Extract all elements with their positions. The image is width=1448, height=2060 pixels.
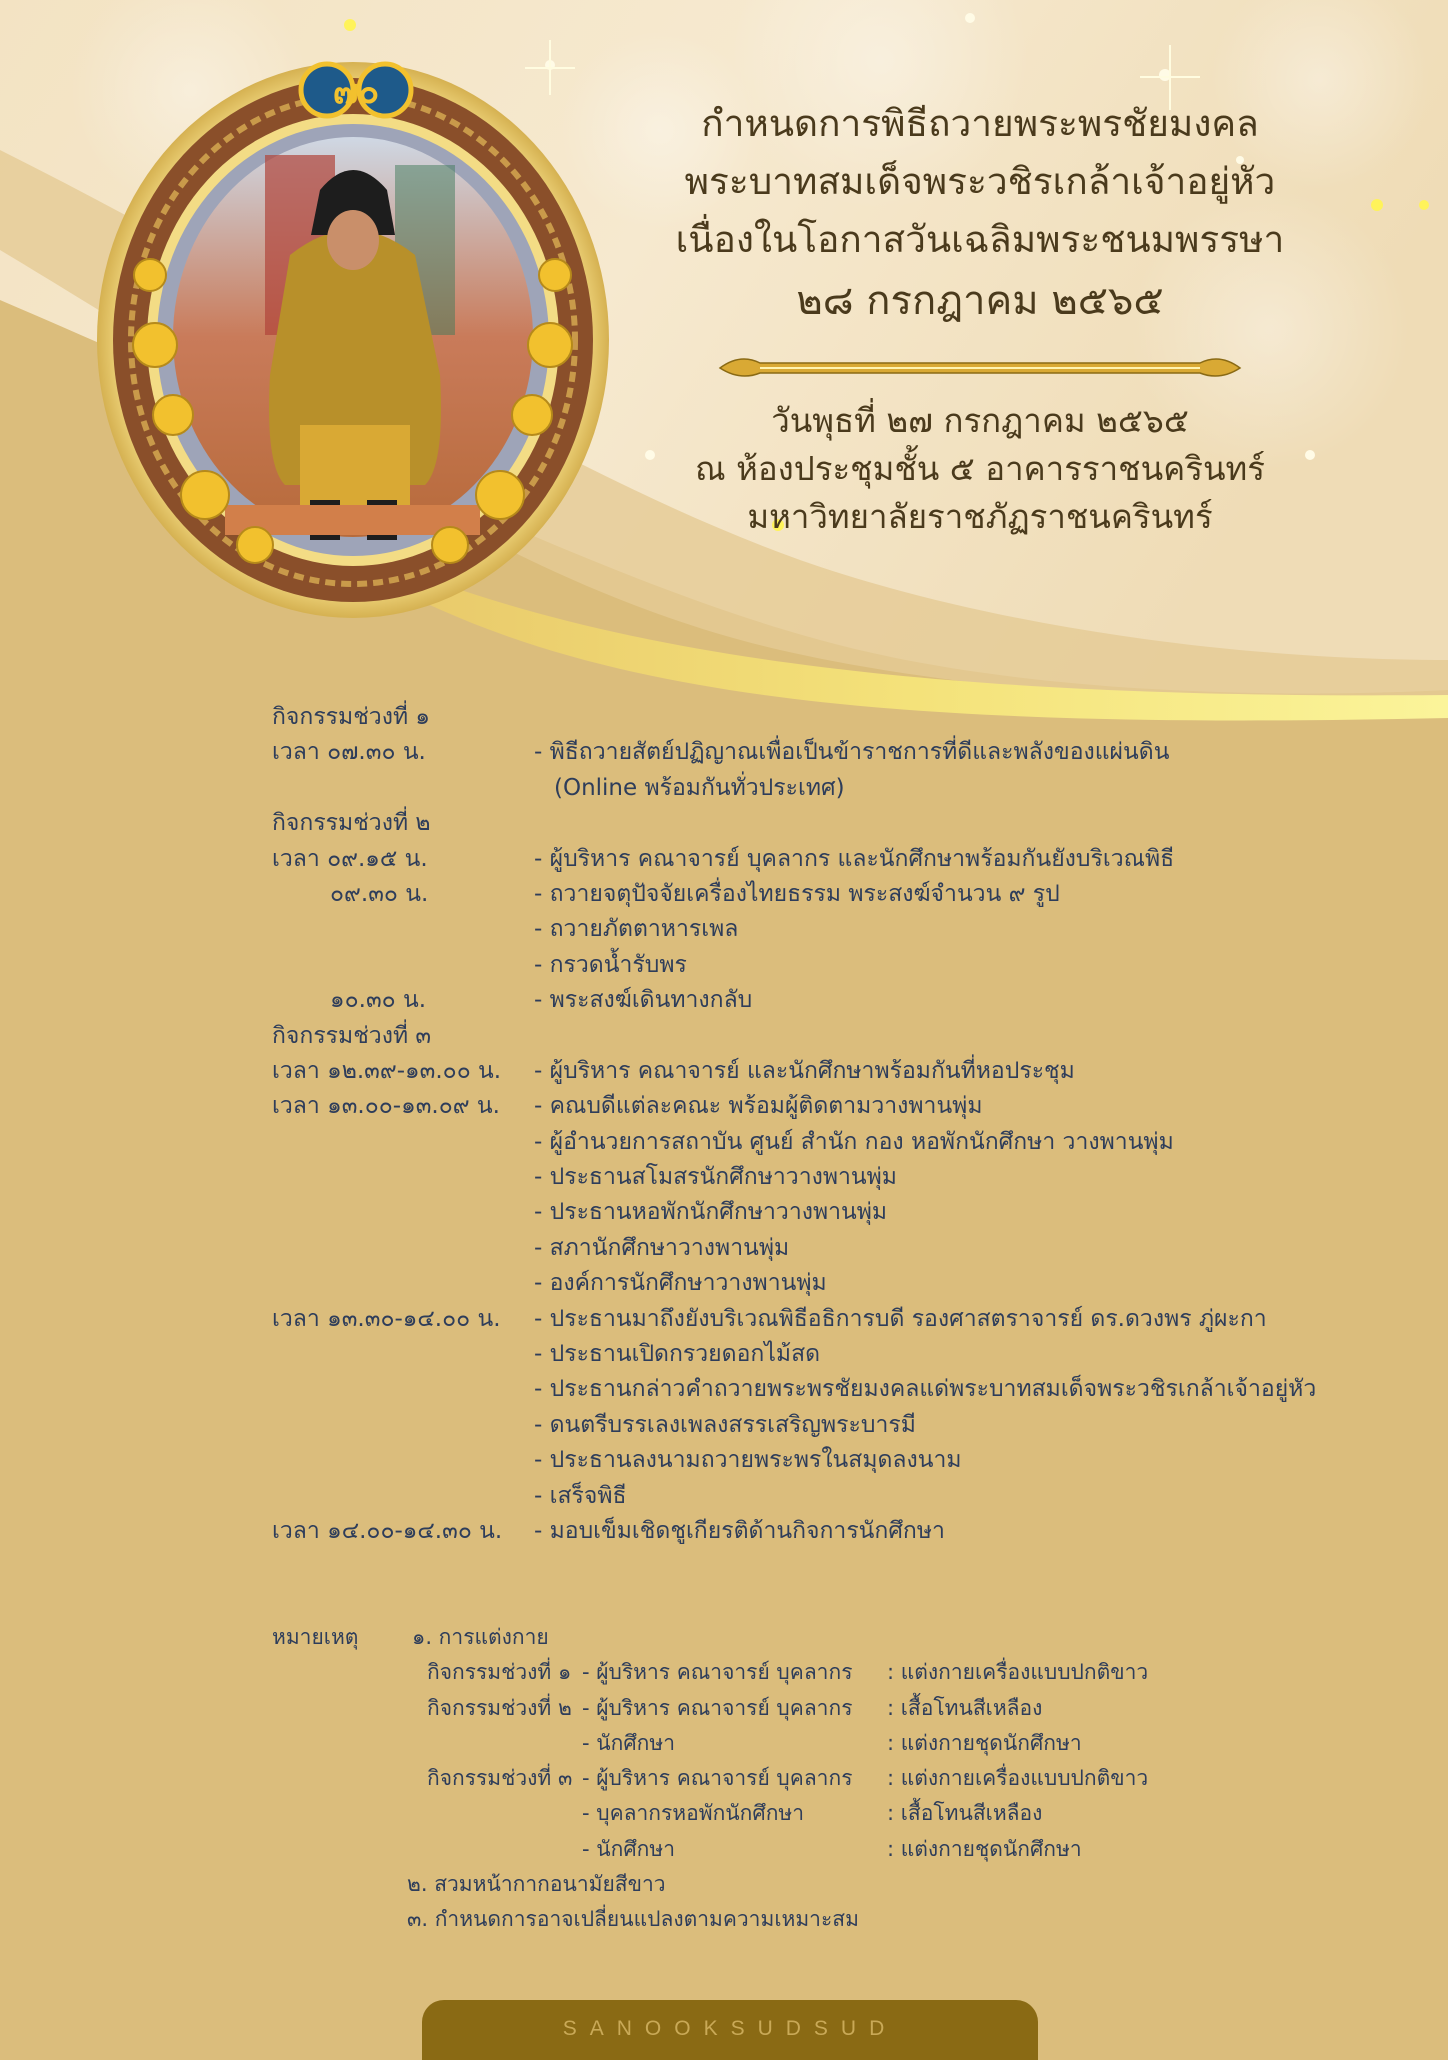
schedule-list	[272, 700, 1392, 1549]
schedule-activity: - ประธานลงนามถวายพระพรในสมุดลงนาม	[534, 1447, 962, 1474]
brand-text: SANOOKSUDSUD	[562, 2017, 898, 2040]
schedule-time	[272, 1195, 534, 1230]
schedule-time: เวลา ๑๓.๓๐-๑๔.๐๐ น.	[272, 1305, 501, 1332]
title-line-1: กำหนดการพิธีถวายพระพรชัยมงคล	[701, 102, 1259, 145]
schedule-row	[272, 1302, 1392, 1337]
royal-portrait	[95, 45, 610, 620]
dress-code-group: กิจกรรมช่วงที่ ๒	[427, 1695, 572, 1720]
dress-code-group: กิจกรรมช่วงที่ ๓	[427, 1766, 573, 1791]
schedule-activity: - ผู้บริหาร คณาจารย์ บุคลากร และนักศึกษาพร้อมกันยังบริเวณพิธี	[534, 845, 1175, 872]
notes-section	[272, 1620, 1372, 1938]
schedule-activity: - มอบเข็มเชิดชูเกียรติด้านกิจการนักศึกษา	[534, 1517, 945, 1544]
dress-code-row	[272, 1832, 1372, 1867]
schedule-activity: - ประธานเปิดกรวยดอกไม้สด	[534, 1341, 821, 1368]
schedule-row	[272, 1231, 1392, 1266]
footer-brand-bar	[422, 2000, 1038, 2060]
schedule-row	[272, 1266, 1392, 1301]
dress-code-group	[427, 1796, 582, 1831]
emblem-text: ๗๐	[332, 72, 380, 112]
schedule-row	[272, 1195, 1392, 1230]
schedule-time: กิจกรรมช่วงที่ ๑	[272, 704, 431, 730]
note-item	[272, 1902, 1372, 1937]
schedule-row	[272, 1408, 1392, 1443]
dress-code-attire: : แต่งกายชุดนักศึกษา	[887, 1730, 1082, 1755]
note-change: ๓. กำหนดการอาจเปลี่ยนแปลงตามความเหมาะสม	[407, 1907, 859, 1932]
schedule-time: เวลา ๐๙.๑๕ น.	[272, 845, 428, 872]
notes-label: หมายเหตุ	[272, 1625, 359, 1649]
schedule-activity: - สภานักศึกษาวางพานพุ่ม	[534, 1234, 790, 1261]
dress-code-row	[272, 1655, 1372, 1690]
schedule-time	[272, 1372, 534, 1407]
schedule-row	[272, 1160, 1392, 1195]
schedule-row	[272, 771, 1392, 806]
dress-code-who: - ผู้บริหาร คณาจารย์ บุคลากร	[582, 1695, 853, 1720]
dress-code-attire: : แต่งกายชุดนักศึกษา	[887, 1836, 1082, 1861]
dress-code-group	[427, 1726, 582, 1761]
schedule-time: เวลา ๑๒.๓๙-๑๓.๐๐ น.	[272, 1057, 502, 1084]
event-venue: ณ ห้องประชุมชั้น ๕ อาคารราชนครินทร์	[695, 449, 1265, 488]
schedule-time: ๑๐.๓๐ น.	[330, 987, 427, 1014]
schedule-time	[272, 1266, 534, 1301]
event-date: วันพุธที่ ๒๗ กรกฎาคม ๒๕๖๕	[771, 401, 1189, 440]
title-line-2: พระบาทสมเด็จพระวชิรเกล้าเจ้าอยู่หัว	[684, 160, 1276, 203]
schedule-row	[272, 948, 1392, 983]
schedule-row	[272, 1054, 1392, 1089]
dress-code-row	[272, 1691, 1372, 1726]
schedule-activity: - ผู้อำนวยการสถาบัน ศูนย์ สำนัก กอง หอพักนักศึกษา วางพานพุ่ม	[534, 1128, 1174, 1155]
schedule-activity: - ประธานหอพักนักศึกษาวางพานพุ่ม	[534, 1199, 888, 1226]
dress-code-attire: : แต่งกายเครื่องแบบปกติขาว	[887, 1660, 1149, 1685]
schedule-row	[272, 842, 1392, 877]
schedule-time	[272, 1231, 534, 1266]
schedule-time: กิจกรรมช่วงที่ ๒	[272, 810, 431, 837]
dress-code-attire: : เสื้อโทนสีเหลือง	[887, 1695, 1043, 1720]
schedule-row	[272, 1372, 1392, 1407]
schedule-activity: - เสร็จพิธี	[534, 1482, 627, 1509]
dress-code-who: - บุคลากรหอพักนักศึกษา	[582, 1801, 805, 1826]
schedule-row	[272, 700, 1392, 735]
schedule-row	[272, 1019, 1392, 1054]
schedule-activity: - ประธานกล่าวคำถวายพระพรชัยมงคลแด่พระบาทสมเด็จพระวชิรเกล้าเจ้าอยู่หัว	[534, 1376, 1317, 1403]
schedule-activity: - พิธีถวายสัตย์ปฏิญาณเพื่อเป็นข้าราชการที่ดีและพลังของแผ่นดิน	[534, 739, 1170, 766]
schedule-activity: - ดนตรีบรรเลงเพลงสรรเสริญพระบารมี	[534, 1411, 916, 1438]
dress-code-attire: : แต่งกายเครื่องแบบปกติขาว	[887, 1766, 1149, 1791]
dress-code-attire: : เสื้อโทนสีเหลือง	[887, 1801, 1043, 1826]
schedule-row	[272, 1514, 1392, 1549]
anniversary-emblem	[301, 64, 411, 116]
schedule-activity: - ประธานมาถึงยังบริเวณพิธีอธิการบดี รองศาสตราจารย์ ดร.ดวงพร ภู่ผะกา	[534, 1305, 1267, 1332]
schedule-time	[272, 1337, 534, 1372]
dress-code-title: ๑. การแต่งกาย	[412, 1625, 549, 1649]
schedule-row	[272, 1479, 1392, 1514]
dress-code-row	[272, 1796, 1372, 1831]
schedule-activity: - ประธานสโมสรนักศึกษาวางพานพุ่ม	[534, 1164, 897, 1191]
note-mask: ๒. สวมหน้ากากอนามัยสีขาว	[407, 1872, 666, 1897]
schedule-time	[272, 771, 534, 806]
ornamental-divider	[700, 351, 1260, 385]
schedule-row	[272, 983, 1392, 1018]
schedule-time	[272, 1443, 534, 1478]
schedule-activity: - ถวายภัตตาหารเพล	[534, 916, 739, 943]
celebration-date: ๒๘ กรกฎาคม ๒๕๖๕	[796, 278, 1164, 324]
schedule-row	[272, 735, 1392, 770]
dress-code-who: - นักศึกษา	[582, 1730, 676, 1755]
dress-code-group: กิจกรรมช่วงที่ ๑	[427, 1660, 572, 1685]
schedule-row	[272, 1443, 1392, 1478]
schedule-activity: - ถวายจตุปัจจัยเครื่องไทยธรรม พระสงฆ์จำนวน ๙ รูป	[534, 880, 1060, 907]
schedule-activity: - คณบดีแต่ละคณะ พร้อมผู้ติดตามวางพานพุ่ม	[534, 1093, 983, 1120]
schedule-row	[272, 1337, 1392, 1372]
schedule-row	[272, 1089, 1392, 1124]
schedule-time	[272, 1408, 534, 1443]
note-item	[272, 1867, 1372, 1902]
schedule-row	[272, 877, 1392, 912]
dress-code-group	[427, 1832, 582, 1867]
schedule-time: เวลา ๑๔.๐๐-๑๔.๓๐ น.	[272, 1517, 503, 1544]
notes-heading-row	[272, 1620, 1372, 1655]
schedule-activity: - กรวดน้ำรับพร	[534, 951, 687, 978]
schedule-time	[272, 948, 534, 983]
schedule-time: กิจกรรมช่วงที่ ๓	[272, 1022, 432, 1049]
dress-code-who: - ผู้บริหาร คณาจารย์ บุคลากร	[582, 1660, 853, 1685]
dress-code-who: - ผู้บริหาร คณาจารย์ บุคลากร	[582, 1766, 853, 1791]
schedule-time	[272, 912, 534, 947]
schedule-time	[272, 1479, 534, 1514]
title-line-3: เนื่องในโอกาสวันเฉลิมพระชนมพรรษา	[675, 218, 1285, 261]
schedule-time: ๐๙.๓๐ น.	[330, 880, 429, 907]
schedule-row	[272, 912, 1392, 947]
header	[650, 95, 1310, 541]
dress-code-who: - นักศึกษา	[582, 1836, 676, 1861]
schedule-time	[272, 1125, 534, 1160]
schedule-activity: - ผู้บริหาร คณาจารย์ และนักศึกษาพร้อมกันที่หอประชุม	[534, 1057, 1075, 1084]
schedule-time: เวลา ๑๓.๐๐-๑๓.๐๙ น.	[272, 1093, 500, 1120]
schedule-time	[272, 1160, 534, 1195]
schedule-activity: (Online พร้อมกันทั่วประเทศ)	[554, 774, 845, 801]
dress-code-row	[272, 1726, 1372, 1761]
schedule-activity: - องค์การนักศึกษาวางพานพุ่ม	[534, 1270, 827, 1297]
schedule-row	[272, 806, 1392, 841]
schedule-time: เวลา ๐๗.๓๐ น.	[272, 739, 426, 766]
schedule-activity: - พระสงฆ์เดินทางกลับ	[534, 987, 753, 1014]
dress-code-row	[272, 1761, 1372, 1796]
schedule-row	[272, 1125, 1392, 1160]
event-university: มหาวิทยาลัยราชภัฏราชนครินทร์	[747, 497, 1213, 536]
